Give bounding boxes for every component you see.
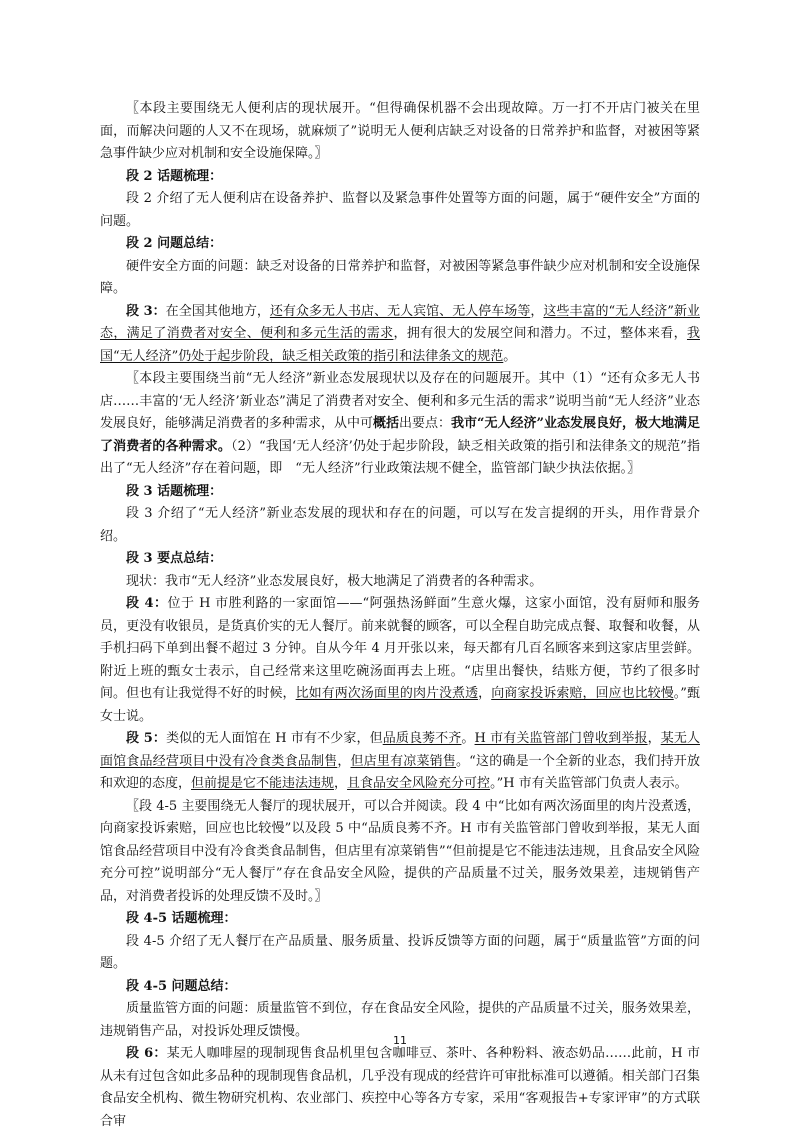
bold-text: 段 3 话题梳理： xyxy=(126,483,223,499)
text-run: 。”H 市有关监管部门负责人表示。 xyxy=(490,776,688,791)
text-run: 。“这的确是一个全新的业态，我们持开放和欢迎的态度， xyxy=(100,753,700,791)
text-run: 。”甄女士说。 xyxy=(100,686,700,724)
paragraph xyxy=(100,368,700,481)
underlined-text: 但店里有凉菜销售 xyxy=(350,753,456,769)
bold-text: 段 4-5 话题梳理： xyxy=(126,911,237,926)
underlined-text: 向商家投诉索赔，回应也比较慢 xyxy=(491,686,674,701)
text-run: 现状：我市“无人经济”业态发展良好，极大地满足了消费者的各种需求。 xyxy=(126,573,543,589)
underlined-text: H 市有关监管部门曾收到举报 xyxy=(474,731,648,746)
text-run: 。 xyxy=(503,348,517,364)
bold-text: 段 6： xyxy=(126,1046,167,1061)
underlined-text: 某无人面馆食品经营项目中没有冷食类食品制售 xyxy=(100,731,700,769)
paragraph xyxy=(100,976,700,999)
text-run: 段 2 介绍了无人便利店在设备养护、监督以及紧急事件处置等方面的问题，属于“硬件安全”方面的问题。 xyxy=(100,191,700,229)
paragraph xyxy=(100,548,700,571)
bold-text: 概括 xyxy=(373,416,400,431)
paragraph xyxy=(100,166,700,189)
text-run: 。 xyxy=(461,731,475,746)
text-run: 质量监管方面的问题：质量监管不到位，存在食品安全风险，提供的产品质量不过关，服务效果差，违规销售产品，对投诉处理反馈慢。 xyxy=(100,1001,700,1039)
paragraph xyxy=(100,593,700,728)
paragraph xyxy=(100,98,700,166)
text-run: 〖段 4-5 主要围绕无人餐厅的现状展开，可以合并阅读。段 4 中“比如有两次汤面里的肉片没煮透，向商家投诉索赔，回应也比较慢”以及段 5 中“品质良莠不齐。H 市有关监管部门曾收到举报，某无人面馆食品经营项目中没有冷食类食品制售，但店里有凉菜销售”“但前提是它不能违法违规，且食品安全风险充分可控”说明部分“无人餐厅”存在食品安全风险，提供的产品质量不过关，服务效果差，违规销售产品，对消费者投诉的处理反馈不及时。〗 xyxy=(100,798,700,904)
bold-text: 段 2 问题总结： xyxy=(126,236,223,251)
text-run: 〖本段主要围绕无人便利店的现状展开。“但得确保机器不会出现故障。万一打不开店门被关在里面，而解决问题的人又不在现场，就麻烦了”说明无人便利店缺乏对设备的日常养护和监督，对被困等紧急事件缺少应对机制和安全设施保障。〗 xyxy=(100,101,700,161)
paragraph xyxy=(100,728,700,796)
bold-text: 我市“无人经济”业态发展良好，极大地满足了消费者的各种需求。 xyxy=(100,416,701,454)
bold-text: 段 3： xyxy=(126,303,166,319)
text-run: 位于 H 市胜利路的一家面馆——“阿强热汤鲜面”生意火爆，这家小面馆，没有厨师和服务员，更没有收银员，是货真价实的无人餐厅。前来就餐的顾客，可以全程自助完成点餐、取餐和收餐，从手机扫码下单到出餐不超过 3 分钟。自从今年 4 月开张以来，每天都有几百名顾客来到这家店里尝鲜。附近上班的甄女士表示，自己经常来这里吃碗汤面再去上班。“店里出餐快，结账方便，节约了很多时间。但也有让我觉得不好的时候， xyxy=(100,596,700,701)
text-run: ， xyxy=(530,303,544,319)
paragraph xyxy=(100,481,700,504)
underlined-text: 我国“无人经济”仍处于起步阶段，缺乏相关政策的指引和法律条文的规范 xyxy=(100,326,700,364)
underlined-text: 这些丰富的“无人经济”新业态，满足了消费者对安全、便利和多元生活的需求 xyxy=(100,303,700,341)
paragraph xyxy=(100,571,700,594)
paragraph xyxy=(100,233,700,256)
underlined-text: 且食品安全风险充分可控 xyxy=(347,776,491,791)
text-run: 某无人咖啡屋的现制现售食品机里包含咖啡豆、茶叶、各种粉料、液态奶品……此前，H 市从未有过包含如此多品种的现制现售食品机，几乎没有现成的经营许可审批标准可以遵循。相关部门召集食品安全机构、微生物研究机构、农业部门、疾控中心等各方专家，采用“客观报告+专家评审”的方式联合审 xyxy=(100,1046,700,1129)
paragraph xyxy=(100,796,700,909)
bold-text: 段 4-5 问题总结： xyxy=(126,978,237,994)
paragraph xyxy=(100,256,700,301)
bold-text: 段 2 话题梳理： xyxy=(126,168,223,184)
text-run: ，拥有很大的发展空间和潜力。不过，整体来看， xyxy=(393,326,687,341)
text-run: ， xyxy=(478,686,492,701)
text-run: 〖本段主要围绕当前“无人经济”新业态发展现状以及存在的问题展开。其中（1）“还有众多无人书店……丰富的‘无人经济’新业态”满足了消费者对安全、便利和多元生活的需求”说明当前“无人经济”业态发展良好，能够满足消费者的多种需求，从中可 xyxy=(100,371,700,431)
page-number: 11 xyxy=(393,1034,407,1047)
text-run: 段 4-5 介绍了无人餐厅在产品质量、服务质量、投诉反馈等方面的问题，属于“质量监管”方面的问题。 xyxy=(100,933,700,971)
text-run: 在全国其他地方， xyxy=(165,303,270,319)
bold-text: 段 5： xyxy=(126,731,167,746)
paragraph xyxy=(100,188,700,233)
paragraph xyxy=(100,301,700,369)
text-run: 类似的无人面馆在 H 市有不少家，但 xyxy=(166,731,383,746)
document-body xyxy=(100,98,700,1133)
paragraph xyxy=(100,1043,700,1133)
text-run: ， xyxy=(334,776,348,791)
underlined-text: 比如有两次汤面里的肉片没煮透 xyxy=(295,686,479,701)
bold-text: 段 3 要点总结： xyxy=(126,551,223,566)
paragraph xyxy=(100,503,700,548)
text-run: ， xyxy=(337,753,351,769)
text-run: 出要点： xyxy=(399,416,452,431)
text-run: 段 3 介绍了“无人经济”新业态发展的现状和存在的问题，可以写在发言提纲的开头，用作背景介绍。 xyxy=(100,506,700,544)
text-run: ， xyxy=(647,731,661,746)
underlined-text: 还有众多无人书店、无人宾馆、无人停车场等 xyxy=(269,303,531,319)
bold-text: 段 4： xyxy=(126,596,168,611)
text-run: 硬件安全方面的问题：缺乏对设备的日常养护和监督，对被困等紧急事件缺少应对机制和安全设施保障。 xyxy=(100,258,700,296)
text-run: （2）“我国‘无人经济’仍处于起步阶段，缺乏相关政策的指引和法律条文的规范”指出了“无人经济”存在着问题，即 “无人经济”行业政策法规不健全，监管部门缺少执法依据。〗 xyxy=(100,438,700,476)
underlined-text: 但前提是它不能违法违规 xyxy=(191,776,335,791)
paragraph xyxy=(100,931,700,976)
paragraph xyxy=(100,908,700,931)
underlined-text: 品质良莠不齐 xyxy=(382,731,462,746)
